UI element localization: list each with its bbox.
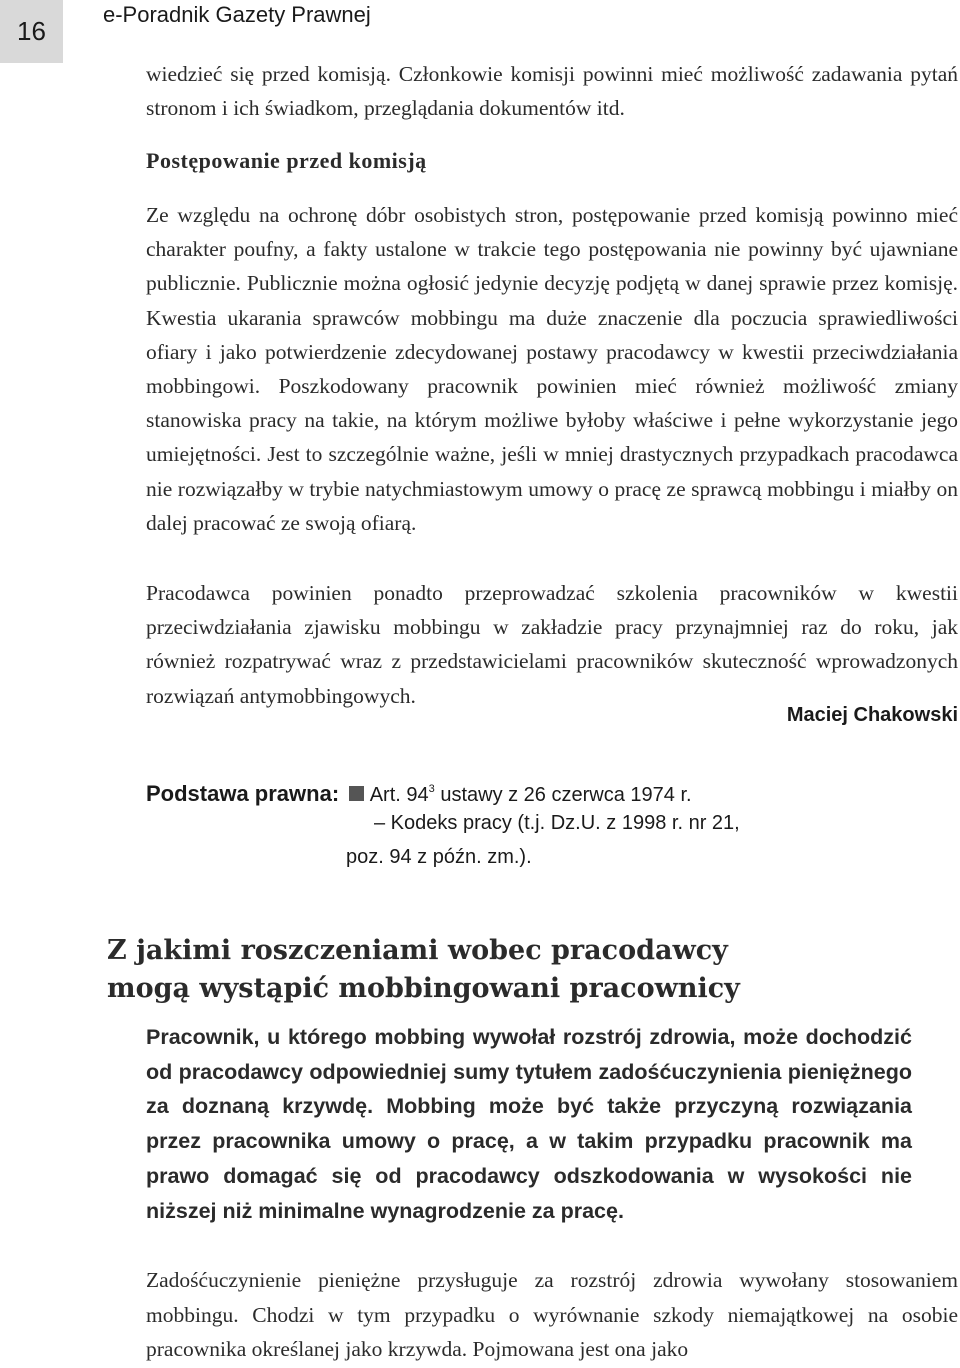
legal-basis (146, 772, 740, 868)
question-heading (107, 932, 740, 1008)
author-signature: Maciej Chakowski (786, 704, 958, 726)
bullet-square-icon (349, 786, 364, 801)
legal-basis-label: Podstawa prawna: (146, 781, 340, 806)
question-heading-line1: Z jakimi roszczeniami wobec pracodawcy (107, 935, 728, 966)
running-title: e-Poradnik Gazety Prawnej (103, 2, 371, 27)
legal-basis-superscript: 3 (428, 783, 435, 795)
legal-basis-line3: poz. 94 z późn. zm.). (346, 846, 532, 868)
section-heading: Postępowanie przed komisją (146, 148, 427, 173)
legal-basis-line2: – Kodeks pracy (t.j. Dz.U. z 1998 r. nr 21, (374, 812, 740, 834)
intro-paragraph: wiedzieć się przed komisją. Członkowie komisji powinni mieć możliwość zadawania pytań stronom i ich świadkom, przeglądania dokumentów itd. (146, 62, 958, 121)
question-heading-line2: mogą wystąpić mobbingowani pracownicy (107, 973, 740, 1004)
legal-basis-article: Art. 94 (369, 784, 429, 806)
lead-paragraph: Pracownik, u którego mobbing wywołał rozstrój zdrowia, może dochodzić od pracodawcy odpowiedniej sumy tytułem zadośćuczynienia pieniężnego za doznaną krzywdę. Mobbing może być także przyczyną rozwiązania przez pracownika umowy o pracę, a w takim przypadku pracownik ma prawo domagać się od pracodawcy odszkodowania w wysokości nie niższej niż minimalne wynagrodzenie za pracę. (146, 1025, 912, 1223)
closing-paragraph: Zadośćuczynienie pieniężne przysługuje za rozstrój zdrowia wywołany stosowaniem mobbingu. Chodzi w tym przypadku o wyrównanie szkody niemajątkowej na osobie pracownika określanej jako krzywda. Pojmowana jest ona jako (146, 1268, 958, 1361)
page-number: 16 (0, 0, 63, 63)
body-paragraph-2: Pracodawca powinien ponadto przeprowadzać szkolenia pracowników w kwestii przeciwdziałania zjawisku mobbingu w zakładzie pracy przynajmniej raz do roku, jak również rozpatrywać wraz z przedstawicielami pracowników skuteczność wprowadzonych rozwiązań antymobbingowych. (146, 581, 958, 708)
legal-basis-line1: ustawy z 26 czerwca 1974 r. (434, 784, 692, 806)
body-paragraph-1: Ze względu na ochronę dóbr osobistych stron, postępowanie przed komisją powinno mieć charakter poufny, a fakty ustalone w trakcie tego postępowania nie powinny być ujawniane publicznie. Publicznie można ogłosić jedynie decyzję podjętą w danej sprawie przez komisję. Kwestia ukarania sprawców mobbingu ma duże znaczenie dla poczucia sprawiedliwości ofiary i jako potwierdzenie zdecydowanej postawy pracodawcy w kwestii przeciwdziałania mobbingowi. Poszkodowany pracownik powinien mieć również możliwość zmiany stanowiska pracy na takie, na którym możliwe byłoby właściwe i pełne wykorzystanie jego umiejętności. Jest to szczególnie ważne, jeśli w mniej drastycznych przypadkach pracodawca nie rozwiązałby w trybie natychmiastowym umowy o pracę ze sprawcą mobbingu i miałby on dalej pracować ze swoją ofiarą. (146, 203, 958, 535)
